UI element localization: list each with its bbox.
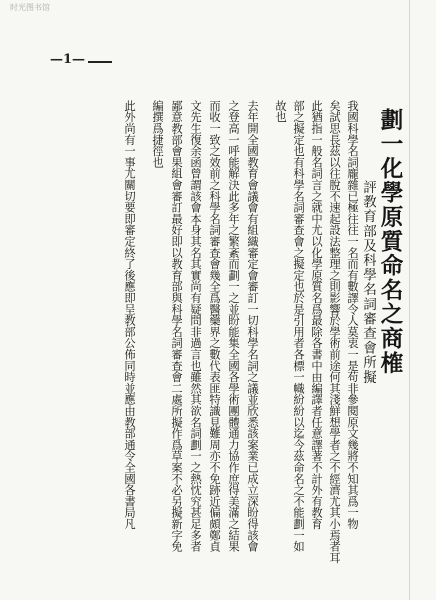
page-number: —1— (50, 52, 86, 67)
article-subtitle: 評教育部及科學名詞審查會所擬 (360, 180, 376, 385)
text-column: 文先生復余函曾謂該會本身其名其實尚有疑問非過言也雖然其欲名詞劃一之熱忱究甚足多者 (189, 100, 202, 552)
text-column: 而收一致之效前之科學名詞審查會幾全爲醫藥界之數代表匪特識見難周亦不免跡近偏頗鄭貞 (208, 100, 221, 552)
text-column: 此猶指一般名詞言之就中尤以化學原質名爲最除各書中由編譯者任意譯著不計外有教育 (310, 100, 323, 530)
text-column: 我國科學名詞龐雜已極往往一名而有數譯令人莫衷一是苟非參閱原文幾將不知其爲一物 (346, 100, 359, 530)
text-column: 鄙意教部會果組會審訂最好即以教育部與科學名詞審查會二處所擬作爲草案不必另擬新字免 (170, 100, 183, 552)
text-column: 故也 (274, 100, 287, 123)
watermark: 时光图书馆 (10, 3, 50, 12)
text-column: 編撰爲捷徑也 (151, 100, 164, 168)
article-title: 劃一化學原質命名之商榷 (377, 108, 403, 376)
text-column: 去年開全國教育會議會有組織審定會審訂一切科學名詞之議並欣悉該案業已成立深盼得該會 (246, 100, 259, 552)
text-column: 此外尚有一事尤關切要即審定終了後應即呈教部公佈同時並應由教部通令全國各書局凡 (123, 100, 136, 530)
text-column: 矣試思長茲以往脫不速起設法整理之則影響於學術前途何其淺鮮想學者之不經濟尤其小焉者耳 (328, 100, 341, 564)
header-rule (88, 61, 112, 63)
page-edge-line (409, 0, 410, 600)
text-column: 之登高一呼能解決此多年之繁紊而劃一之並盼能集全國各學術團體通力協作庶得美滿之結果 (227, 100, 240, 552)
text-column: 部之擬定也有科學名詞審查會之擬定也於是引用者各標一幟紛紛以迄今茲命名之不能劃一如 (292, 100, 305, 552)
